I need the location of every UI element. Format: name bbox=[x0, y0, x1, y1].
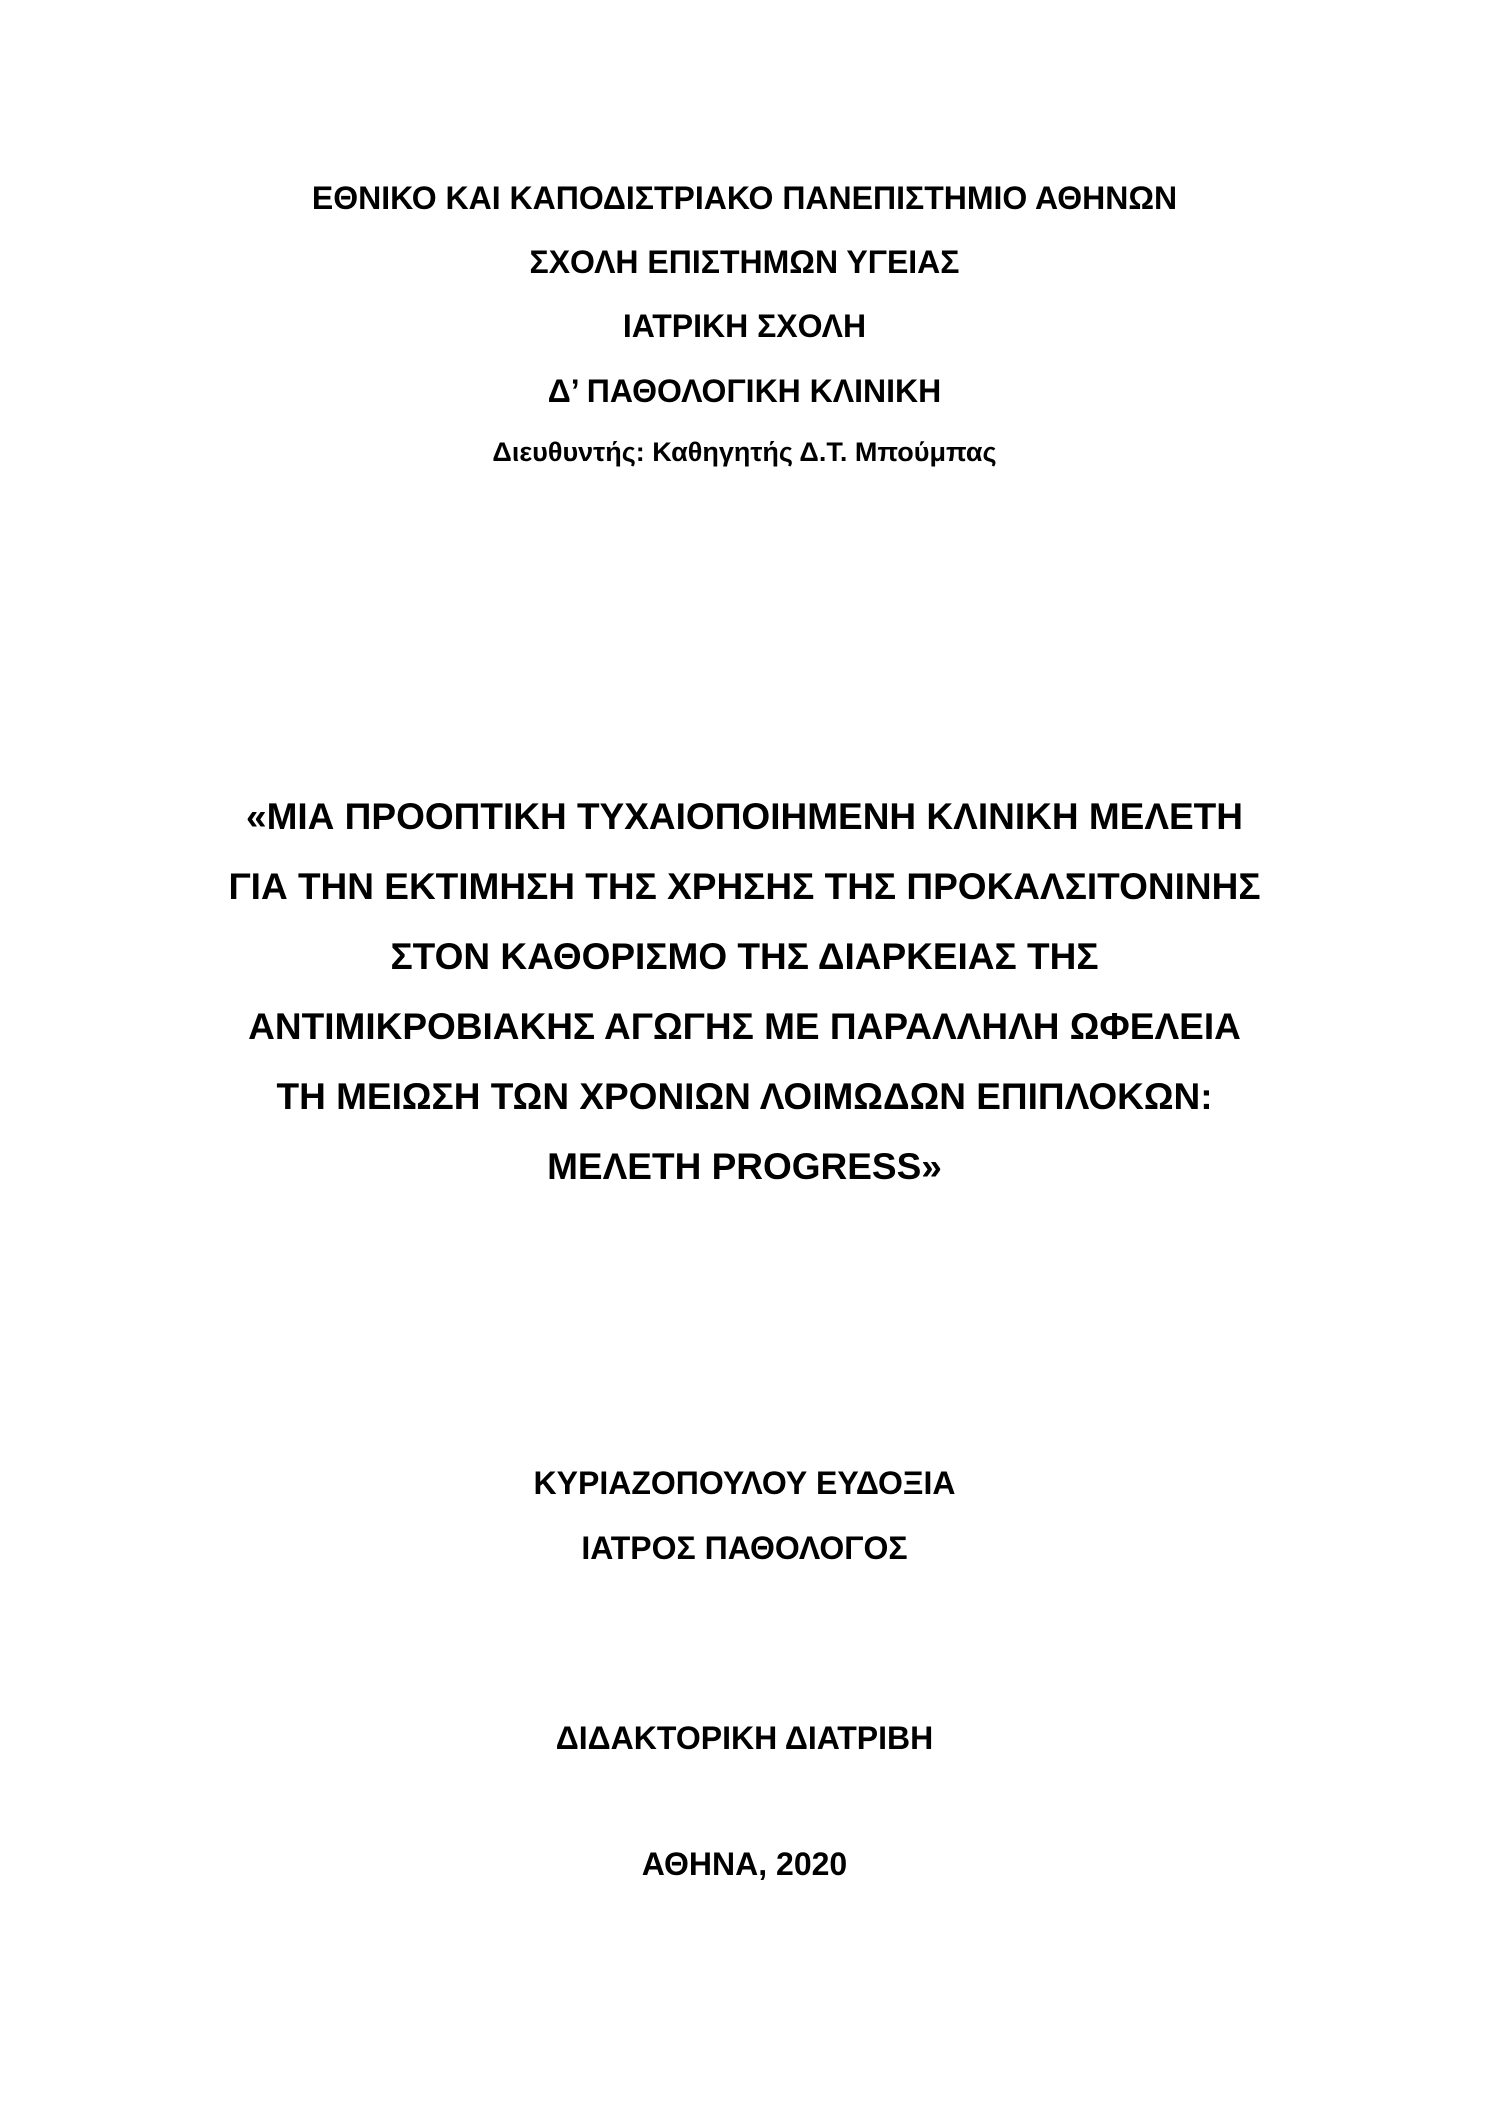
title-line-1: «ΜΙΑ ΠΡΟΟΠΤΙΚΗ ΤΥΧΑΙΟΠΟΙΗΜΕΝΗ ΚΛΙΝΙΚΗ ΜΕΛΕΤΗ bbox=[246, 796, 1243, 837]
title-line-6: ΜΕΛΕΤΗ PROGRESS» bbox=[547, 1146, 942, 1187]
place-date: ΑΘΗΝΑ, 2020 bbox=[641, 1846, 848, 1882]
document-type: ΔΙΔΑΚΤΟΡΙΚΗ ΔΙΑΤΡΙΒΗ bbox=[555, 1720, 934, 1756]
author-role: ΙΑΤΡΟΣ ΠΑΘΟΛΟΓΟΣ bbox=[581, 1530, 908, 1566]
author-name: ΚΥΡΙΑΖΟΠΟΥΛΟΥ ΕΥΔΟΞΙΑ bbox=[533, 1465, 956, 1501]
clinic-name: Δ’ ΠΑΘΟΛΟΓΙΚΗ ΚΛΙΝΙΚΗ bbox=[547, 373, 942, 409]
title-line-3: ΣΤΟΝ ΚΑΘΟΡΙΣΜΟ ΤΗΣ ΔΙΑΡΚΕΙΑΣ ΤΗΣ bbox=[390, 936, 1099, 977]
university-name: ΕΘΝΙΚΟ ΚΑΙ ΚΑΠΟΔΙΣΤΡΙΑΚΟ ΠΑΝΕΠΙΣΤΗΜΙΟ ΑΘΗΝΩΝ bbox=[311, 180, 1178, 216]
director-line: Διευθυντής: Καθηγητής Δ.Τ. Μπούμπας bbox=[492, 437, 997, 467]
title-line-4: ΑΝΤΙΜΙΚΡΟΒΙΑΚΗΣ ΑΓΩΓΗΣ ΜΕ ΠΑΡΑΛΛΗΛΗ ΩΦΕΛΕΙΑ bbox=[248, 1006, 1241, 1047]
faculty-name: ΙΑΤΡΙΚΗ ΣΧΟΛΗ bbox=[622, 308, 867, 344]
school-name: ΣΧΟΛΗ ΕΠΙΣΤΗΜΩΝ ΥΓΕΙΑΣ bbox=[529, 244, 960, 280]
title-line-2: ΓΙΑ ΤΗΝ ΕΚΤΙΜΗΣΗ ΤΗΣ ΧΡΗΣΗΣ ΤΗΣ ΠΡΟΚΑΛΣΙΤΟΝΙΝΗΣ bbox=[228, 866, 1261, 907]
title-line-5: ΤΗ ΜΕΙΩΣΗ ΤΩΝ ΧΡΟΝΙΩΝ ΛΟΙΜΩΔΩΝ ΕΠΙΠΛΟΚΩΝ: bbox=[276, 1076, 1213, 1117]
